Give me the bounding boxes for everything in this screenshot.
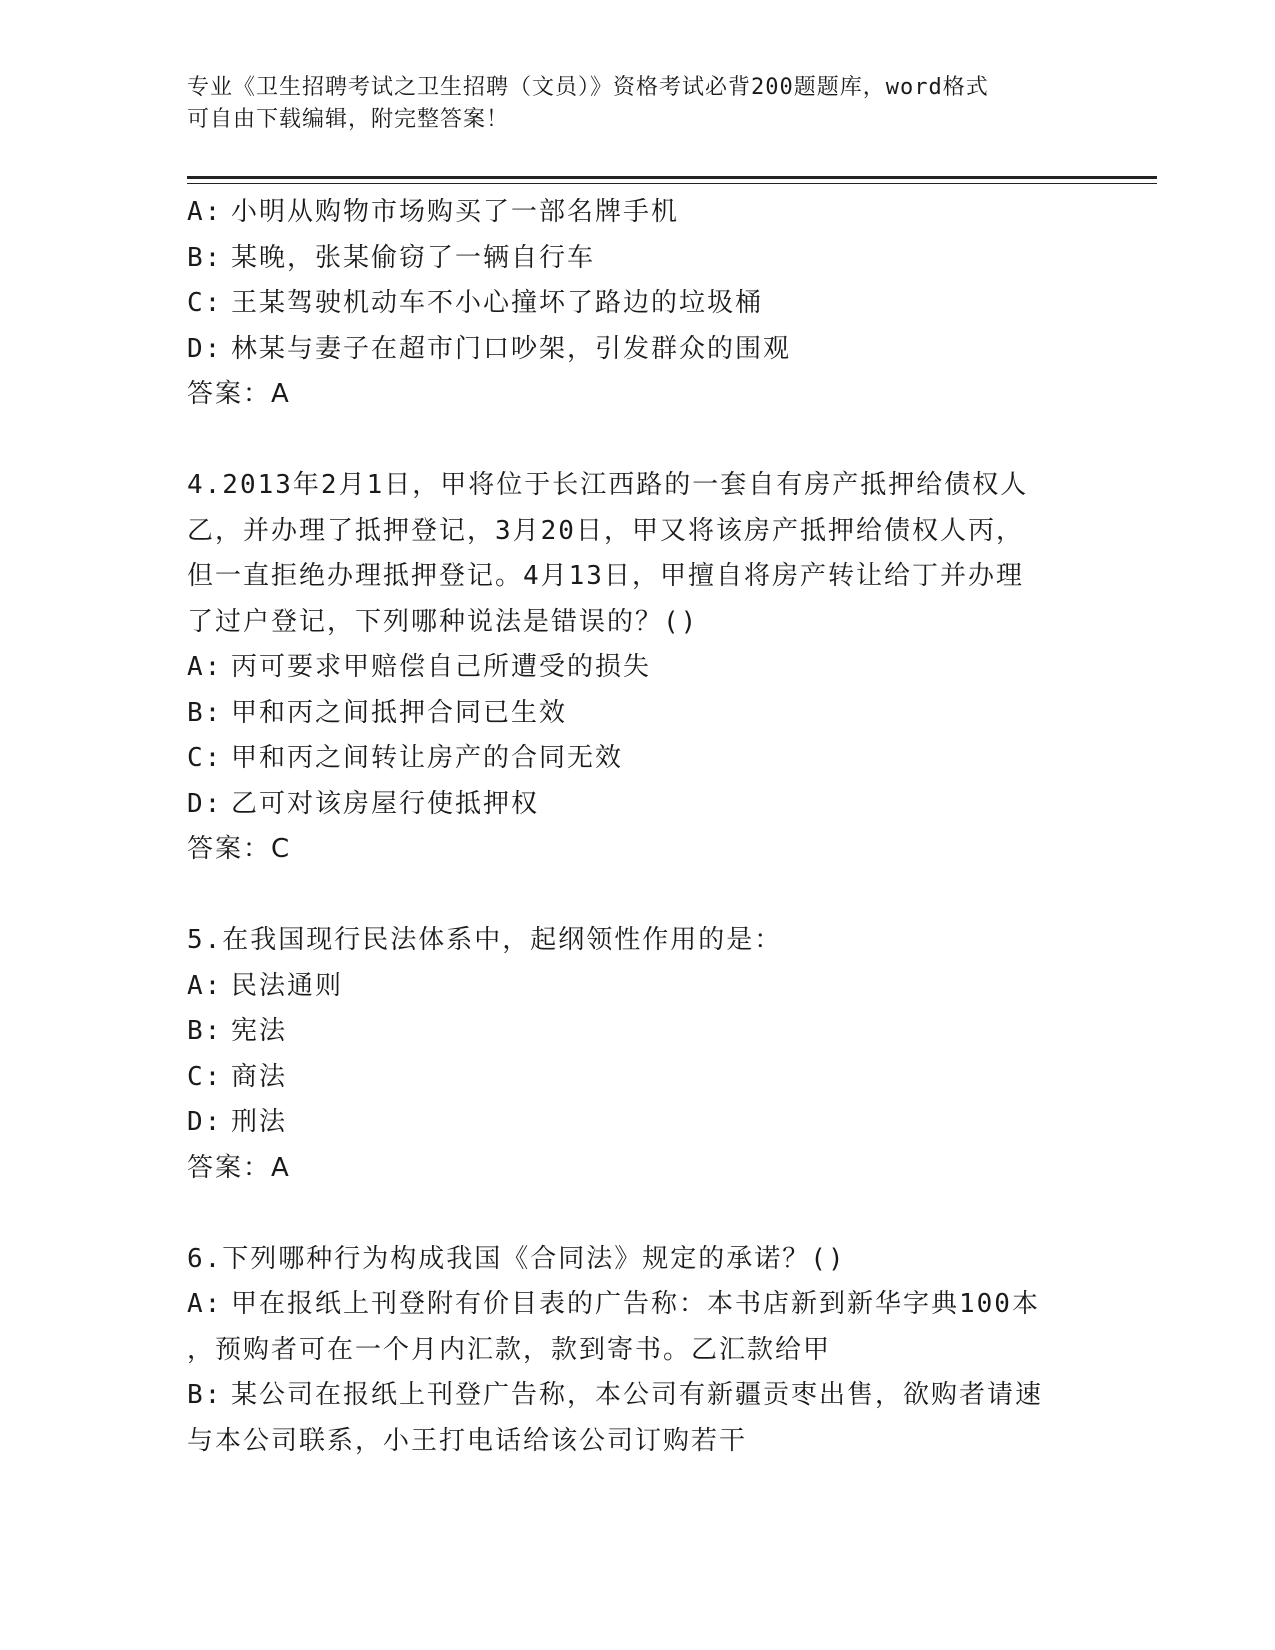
option-text: 甲在报纸上刊登附有价目表的广告称：本书店新到新华字典100本 <box>231 1289 1040 1319</box>
option-text: 小明从购物市场购买了一部名牌手机 <box>231 197 680 227</box>
option-b <box>187 1373 1087 1419</box>
option-key: C: <box>187 743 223 773</box>
option-d <box>187 782 1087 828</box>
option-text: 王某驾驶机动车不小心撞坏了路边的垃圾桶 <box>231 288 764 318</box>
option-text: 甲和丙之间转让房产的合同无效 <box>231 743 624 773</box>
option-text: 甲和丙之间抵押合同已生效 <box>231 697 568 728</box>
option-a <box>187 190 1087 236</box>
option-b <box>187 1009 1087 1055</box>
option-text: 乙可对该房屋行使抵押权 <box>231 788 540 819</box>
answer-line: 答案：C <box>187 834 292 864</box>
option-a <box>187 1282 1087 1328</box>
option-text: 某晚，张某偷窃了一辆自行车 <box>231 242 596 273</box>
spacer <box>187 873 1087 919</box>
option-key: A: <box>187 1289 223 1319</box>
option-a-continuation: ，预购者可在一个月内汇款，款到寄书。乙汇款给甲 <box>187 1334 832 1365</box>
option-key: C: <box>187 1061 223 1092</box>
question-stem-line: 但一直拒绝办理抵押登记。4月13日，甲擅自将房产转让给丁并办理 <box>187 561 1024 591</box>
option-b <box>187 691 1087 737</box>
option-key: A: <box>187 970 223 1001</box>
option-text: 林某与妻子在超市门口吵架，引发群众的围观 <box>231 333 792 364</box>
option-d <box>187 327 1087 373</box>
option-d <box>187 1100 1087 1146</box>
option-text: 丙可要求甲赔偿自己所遭受的损失 <box>231 652 652 682</box>
option-c <box>187 736 1087 782</box>
option-text: 商法 <box>231 1061 288 1092</box>
question-stem-line: 6.下列哪种行为构成我国《合同法》规定的承诺？() <box>187 1243 846 1274</box>
header-rule-thick <box>187 176 1157 179</box>
option-key: D: <box>187 1107 223 1137</box>
answer-line: 答案：A <box>187 379 291 409</box>
question-stem-line: 了过户登记，下列哪种说法是错误的？() <box>187 606 699 637</box>
option-text: 民法通则 <box>231 970 344 1001</box>
document-header <box>187 72 1087 136</box>
option-key: D: <box>187 788 223 819</box>
option-b-continuation: 与本公司联系，小王打电话给该公司订购若干 <box>187 1425 748 1456</box>
spacer <box>187 1191 1087 1237</box>
header-rule-thin <box>187 183 1157 184</box>
option-b <box>187 236 1087 282</box>
option-key: B: <box>187 1380 223 1410</box>
option-text: 宪法 <box>231 1016 288 1046</box>
option-key: C: <box>187 288 223 318</box>
option-key: D: <box>187 333 223 364</box>
answer-line: 答案：A <box>187 1152 291 1183</box>
option-text: 刑法 <box>231 1107 288 1137</box>
question-content <box>187 190 1087 1464</box>
option-a <box>187 964 1087 1010</box>
option-text: 某公司在报纸上刊登广告称，本公司有新疆贡枣出售，欲购者请速 <box>231 1380 1044 1410</box>
question-5 <box>187 918 1087 1191</box>
question-6 <box>187 1237 1087 1465</box>
option-c <box>187 1055 1087 1101</box>
option-key: A: <box>187 197 223 227</box>
option-c <box>187 281 1087 327</box>
question-4 <box>187 463 1087 873</box>
option-a <box>187 645 1087 691</box>
header-line-2: 可自由下载编辑，附完整答案！ <box>187 107 510 132</box>
question-3 <box>187 190 1087 418</box>
spacer <box>187 418 1087 464</box>
question-stem-line: 5.在我国现行民法体系中，起纲领性作用的是： <box>187 925 783 955</box>
question-stem-line: 乙，并办理了抵押登记，3月20日，甲又将该房产抵押给债权人丙， <box>187 515 1024 546</box>
option-key: A: <box>187 652 223 682</box>
question-stem-line: 4.2013年2月1日，甲将位于长江西路的一套自有房产抵押给债权人 <box>187 470 1029 500</box>
option-key: B: <box>187 1016 223 1046</box>
header-line-1: 专业《卫生招聘考试之卫生招聘（文员）》资格考试必背200题题库，word格式 <box>187 75 989 100</box>
option-key: B: <box>187 242 223 273</box>
option-key: B: <box>187 697 223 728</box>
